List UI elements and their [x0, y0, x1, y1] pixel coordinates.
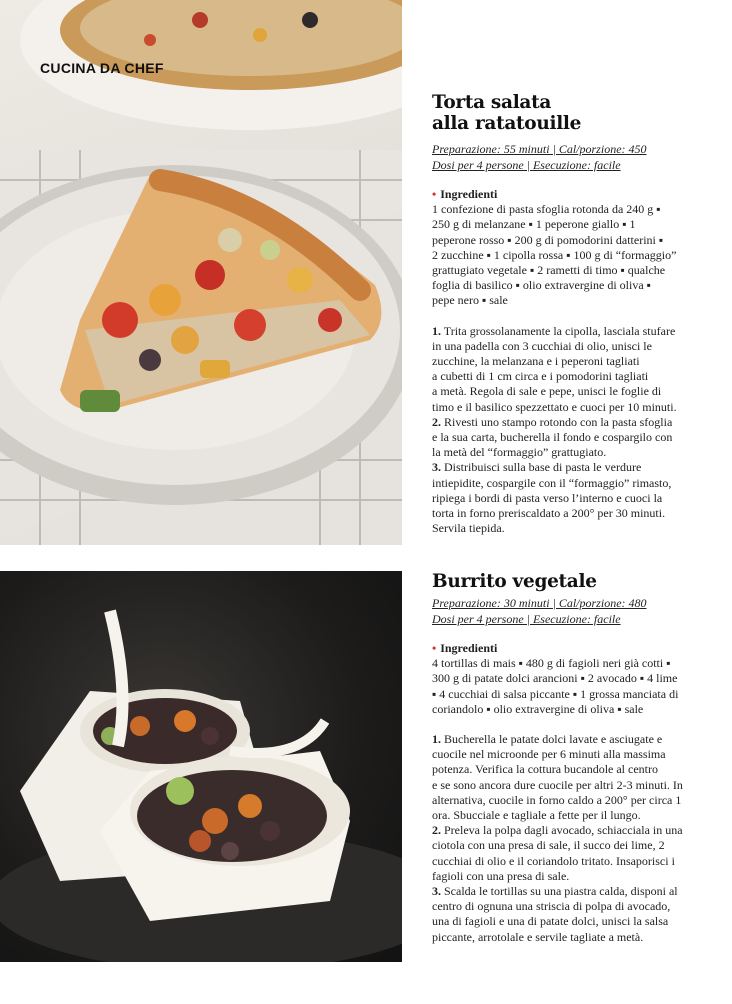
recipe-meta-prep: Preparazione: 30 minuti | Cal/porzione: 480 [432, 596, 647, 610]
ingredients-list: 1 confezione di pasta sfoglia rotonda da 240 g ▪ 250 g di melanzane ▪ 1 peperone giallo ▪ 1 peperone rosso ▪ 200 g di pomodorini datterini ▪ 2 zucchine ▪ 1 cipolla rossa ▪ 100 g di “formaggio” grattugiato vegetale ▪ 2 rametti di timo ▪ qualche foglia di basilico ▪ olio extravergine di oliva ▪ pepe nero ▪ sale [432, 202, 677, 308]
recipe-meta-prep: Preparazione: 55 minuti | Cal/porzione: 450 [432, 142, 647, 156]
bullet-icon: • [432, 187, 437, 201]
magazine-section-label: CUCINA DA CHEF [40, 60, 164, 76]
tart-photo-illustration [0, 0, 402, 545]
ingredients-heading: • Ingredienti [432, 641, 498, 655]
recipe-title-line: alla ratatouille [432, 113, 582, 134]
burrito-photo [0, 571, 402, 962]
recipe-title-line: Burrito vegetale [432, 571, 597, 592]
tart-photo [0, 0, 402, 545]
recipe-burrito-vegetale [432, 571, 702, 945]
recipe-steps: 1. Trita grossolanamente la cipolla, lasciala stufare in una padella con 3 cucchiai di olio, unisci le zucchine, la melanzana e i peperoni tagliati a cubetti di 1 cm circa e i pomodorini tagliati a metà. Regola di sale e pepe, unisci le foglie di timo e il basilico spezzettato e cuoci per 10 minuti. 2. Rivesti uno stampo rotondo con la pasta sfoglia e la sua carta, bucherella il fondo e cospargilo con la metà del “formaggio” grattugiato. 3. Distribuisci sulla base di pasta le verdure intiepidite, cospargile con il “formaggio” rimasto, ripiega i bordi di pasta verso l’interno e cuoci la torta in forno preriscaldato a 200° per 30 minuti. Servila tiepida. [432, 323, 677, 536]
burrito-photo-illustration [0, 571, 402, 962]
step-number: 1. [432, 323, 441, 338]
step-number: 3. [432, 460, 441, 475]
recipe-meta-servings: Dosi per 4 persone | Esecuzione: facile [432, 611, 621, 626]
ingredients-list: 4 tortillas di mais ▪ 480 g di fagioli neri già cotti ▪ 300 g di patate dolci arancioni ▪ 2 avocado ▪ 4 lime ▪ 4 cucchiai di salsa piccante ▪ 1 grossa manciata di coriandolo ▪ olio extravergine di oliva ▪ sale [432, 656, 679, 716]
step-number: 3. [432, 884, 441, 899]
recipe-torta-salata [432, 92, 702, 536]
step-number: 1. [432, 732, 441, 747]
recipe-meta [432, 142, 702, 173]
step-number: 2. [432, 823, 441, 838]
recipe-meta-servings: Dosi per 4 persone | Esecuzione: facile [432, 157, 621, 172]
recipe-title [432, 571, 702, 592]
recipe-title [432, 92, 702, 134]
recipe-title-line: Torta salata [432, 92, 552, 113]
bullet-icon: • [432, 641, 437, 655]
ingredients-heading: • Ingredienti [432, 187, 498, 201]
recipe-steps: 1. Bucherella le patate dolci lavate e asciugate e cuocile nel microonde per 6 minuti alla massima potenza. Verifica la cottura bucandole al centro e se sono ancora dure cuocile per altri 2-3 minuti. In alternativa, cuocile in forno caldo a 200° per circa 1 ora. Sbucciale e tagliale a fette per il lungo. 2. Preleva la polpa dagli avocado, schiacciala in una ciotola con una presa di sale, il succo dei lime, 2 cucchiai di olio e il coriandolo tritato. Insaporisci i fagioli con una presa di sale. 3. Scalda le tortillas su una piastra calda, disponi al centro di ognuna una striscia di polpa di avocado, una di fagioli e una di patate dolci, unisci la salsa piccante, arrotolale e servile tagliate a metà. [432, 732, 683, 944]
step-number: 2. [432, 414, 441, 429]
recipe-meta [432, 596, 702, 627]
